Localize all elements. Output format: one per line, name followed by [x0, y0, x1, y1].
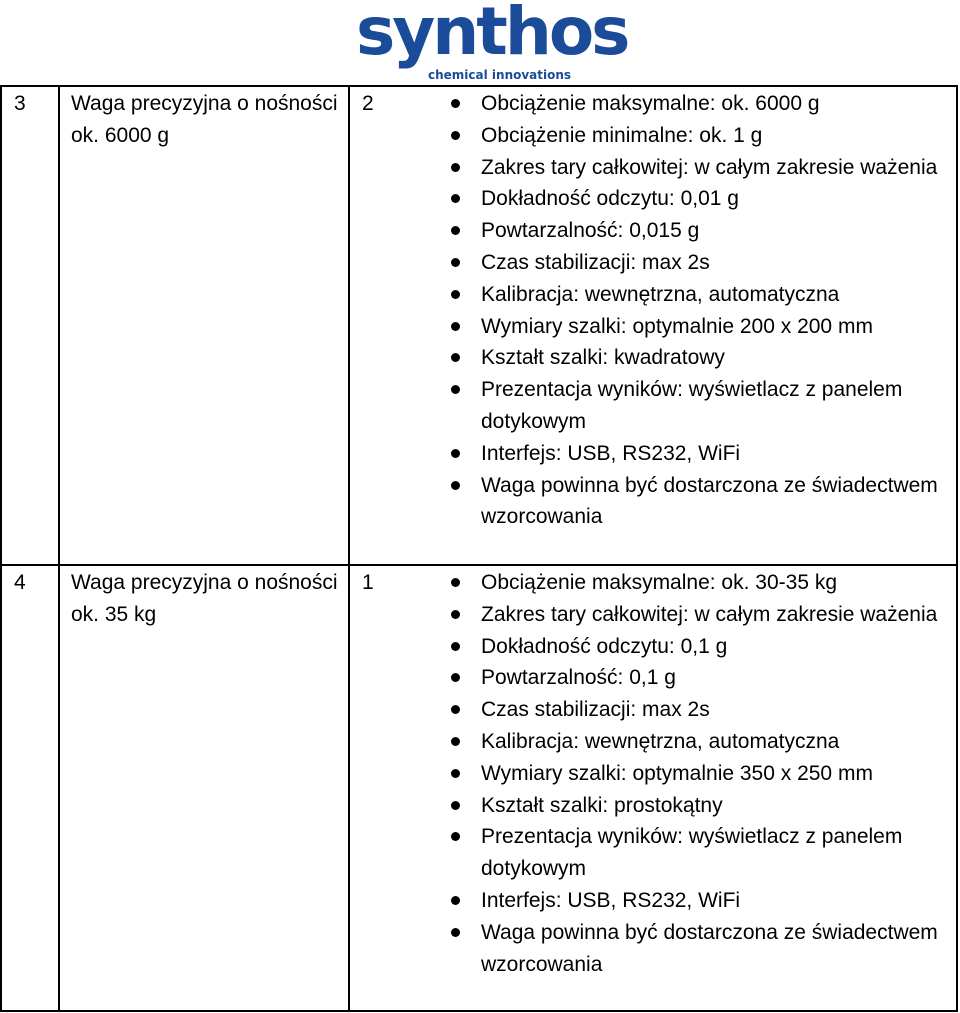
bullet-icon — [451, 131, 460, 140]
spec-item — [448, 183, 956, 215]
spec-item — [448, 694, 956, 726]
item-name: Waga precyzyjna o nośności ok. 35 kg — [71, 571, 338, 626]
spec-text: Kalibracja: wewnętrzna, automatyczna — [481, 282, 840, 306]
bullet-icon — [451, 226, 460, 235]
bullet-icon — [451, 610, 460, 619]
spec-item — [448, 215, 956, 247]
logo-tagline: chemical innovations — [428, 68, 572, 82]
bullet-icon — [451, 194, 460, 203]
bullet-icon — [451, 928, 460, 937]
spec-list — [448, 88, 956, 533]
bullet-icon — [451, 801, 460, 810]
spec-text: Zakres tary całkowitej: w całym zakresie ważenia — [481, 602, 938, 626]
spec-text: Interfejs: USB, RS232, WiFi — [481, 441, 741, 465]
spec-text: Prezentacja wyników: wyświetlacz z panelem dotykowym — [481, 378, 903, 433]
spec-item — [448, 120, 956, 152]
spec-item — [448, 631, 956, 663]
bullet-icon — [451, 832, 460, 841]
spec-text: Kształt szalki: kwadratowy — [481, 346, 725, 370]
spec-text: Wymiary szalki: optymalnie 200 x 200 mm — [481, 314, 873, 338]
spec-text: Kształt szalki: prostokątny — [481, 793, 723, 817]
spec-table — [0, 85, 958, 1012]
spec-item — [448, 567, 956, 599]
bullet-icon — [451, 896, 460, 905]
spec-item — [448, 279, 956, 311]
table-top-border — [0, 85, 958, 87]
bullet-icon — [451, 642, 460, 651]
row-number: 4 — [14, 571, 26, 594]
spec-text: Obciążenie maksymalne: ok. 30-35 kg — [481, 571, 838, 594]
spec-text: Obciążenie maksymalne: ok. 6000 g — [481, 92, 820, 115]
spec-item — [448, 311, 956, 343]
synthos-logo — [356, 0, 628, 84]
bullet-icon — [451, 737, 460, 746]
spec-item — [448, 726, 956, 758]
table-bottom-border — [0, 1010, 958, 1012]
spec-item — [448, 662, 956, 694]
spec-item — [448, 342, 956, 374]
spec-item — [448, 470, 956, 534]
spec-text: Powtarzalność: 0,015 g — [481, 219, 700, 243]
spec-text: Czas stabilizacji: max 2s — [481, 698, 710, 722]
spec-item — [448, 885, 956, 917]
spec-item — [448, 438, 956, 470]
spec-text: Wymiary szalki: optymalnie 350 x 250 mm — [481, 761, 873, 785]
row-divider — [0, 564, 958, 566]
column-divider — [956, 85, 958, 1012]
spec-text: Zakres tary całkowitej: w całym zakresie ważenia — [481, 155, 938, 179]
spec-item — [448, 917, 956, 981]
spec-list — [448, 567, 956, 980]
spec-text: Dokładność odczytu: 0,1 g — [481, 634, 728, 658]
item-quantity: 1 — [362, 571, 374, 594]
item-name: Waga precyzyjna o nośności ok. 6000 g — [71, 92, 338, 147]
spec-item — [448, 152, 956, 184]
bullet-icon — [451, 353, 460, 362]
bullet-icon — [451, 322, 460, 331]
spec-text: Powtarzalność: 0,1 g — [481, 666, 676, 690]
bullet-icon — [451, 163, 460, 172]
bullet-icon — [451, 449, 460, 458]
bullet-icon — [451, 290, 460, 299]
spec-text: Kalibracja: wewnętrzna, automatyczna — [481, 729, 840, 753]
bullet-icon — [451, 673, 460, 682]
spec-item — [448, 599, 956, 631]
spec-text: Czas stabilizacji: max 2s — [481, 250, 710, 274]
bullet-icon — [451, 99, 460, 108]
spec-item — [448, 790, 956, 822]
column-divider — [348, 85, 350, 1012]
spec-text: Prezentacja wyników: wyświetlacz z panelem dotykowym — [481, 825, 903, 881]
item-quantity: 2 — [362, 92, 374, 115]
spec-text: Waga powinna być dostarczona ze świadectwem wzorcowania — [481, 920, 938, 976]
bullet-icon — [451, 258, 460, 267]
bullet-icon — [451, 385, 460, 394]
bullet-icon — [451, 705, 460, 714]
row-number: 3 — [14, 92, 26, 115]
bullet-icon — [451, 481, 460, 490]
spec-item — [448, 374, 956, 438]
spec-text: Obciążenie minimalne: ok. 1 g — [481, 123, 763, 147]
spec-text: Interfejs: USB, RS232, WiFi — [481, 888, 741, 912]
spec-item — [448, 821, 956, 885]
spec-item — [448, 88, 956, 120]
logo-wordmark: synthos — [356, 0, 628, 70]
spec-text: Dokładność odczytu: 0,01 g — [481, 187, 739, 211]
column-divider — [0, 85, 2, 1012]
column-divider — [58, 85, 60, 1012]
spec-item — [448, 758, 956, 790]
bullet-icon — [451, 578, 460, 587]
spec-item — [448, 247, 956, 279]
bullet-icon — [451, 769, 460, 778]
spec-text: Waga powinna być dostarczona ze świadectwem wzorcowania — [481, 473, 938, 529]
